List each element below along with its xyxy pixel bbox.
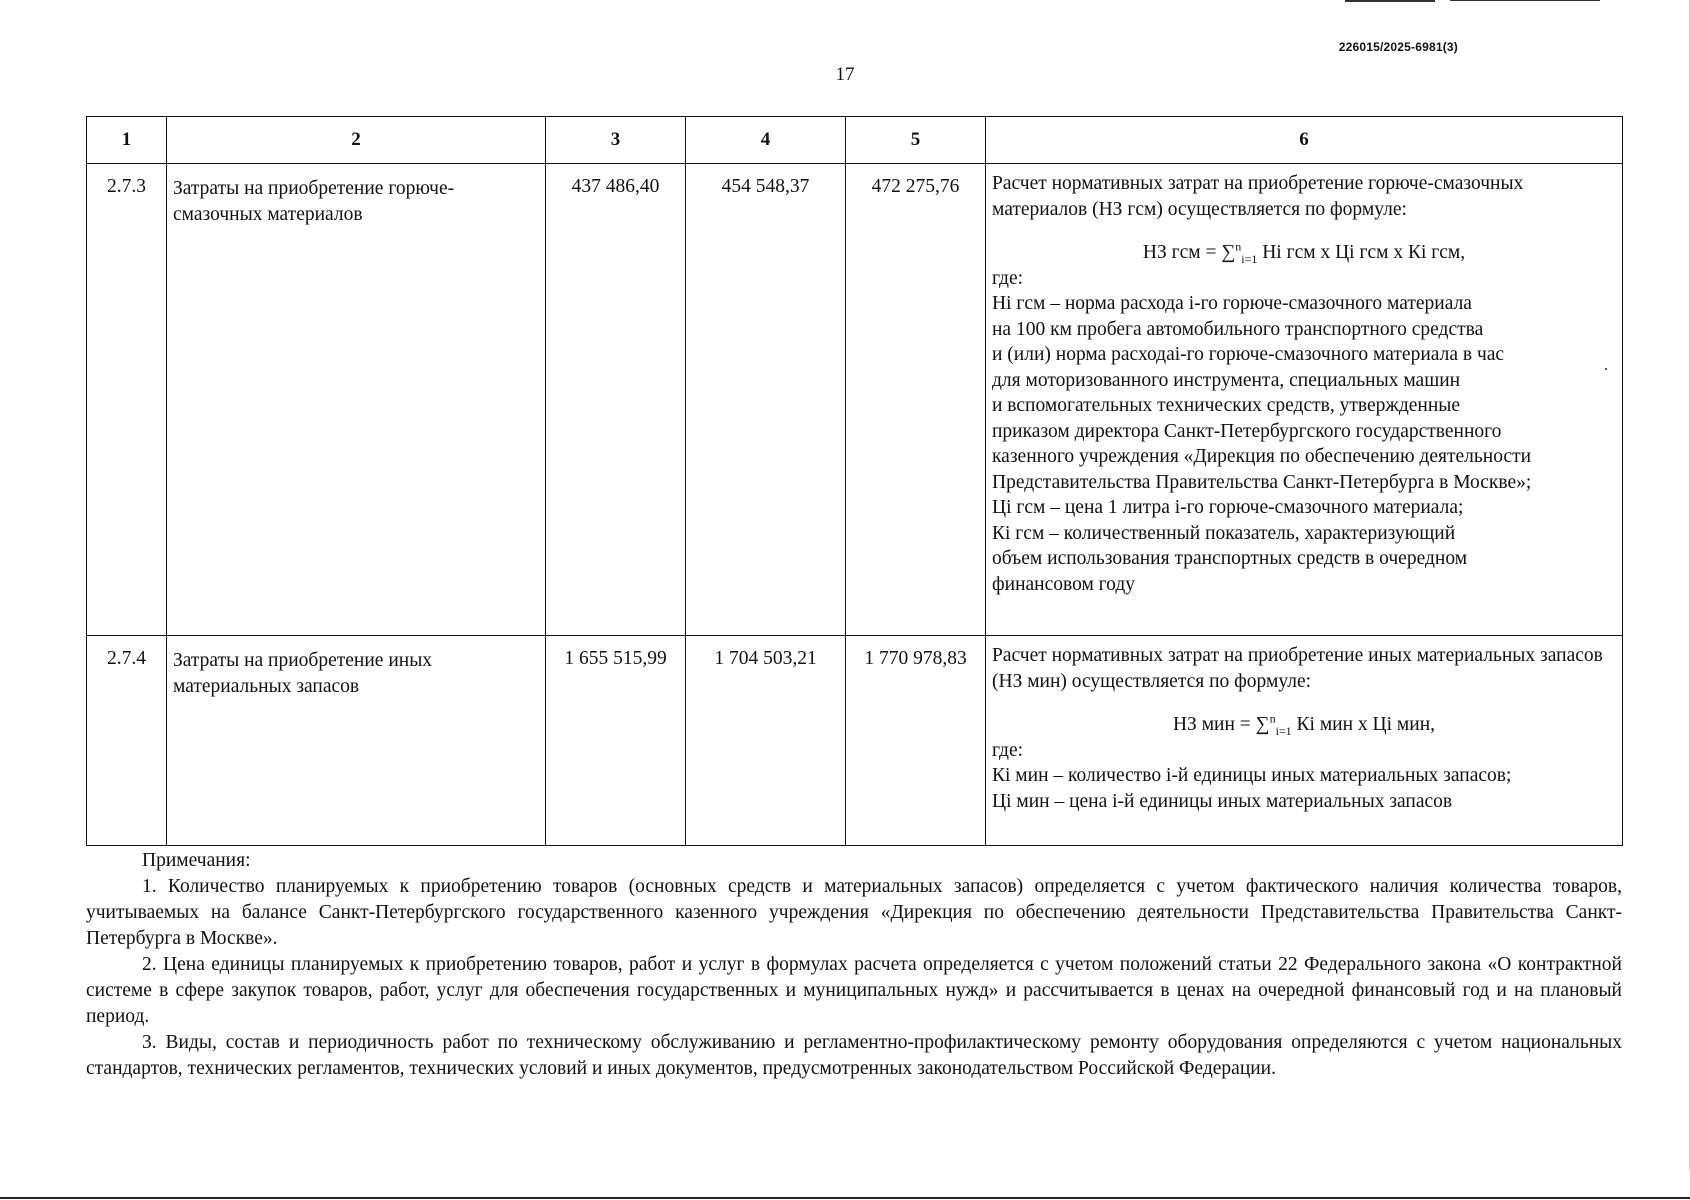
note-item: 2. Цена единицы планируемых к приобретению товаров, работ и услуг в формулах расчета определяется с учетом положений статьи 22 Федерального закона «О контрактной системе в сфере закупок товаров, работ, услуг для обеспечения государственных и муниципальных нужд» и рассчитывается в ценах на очередной финансовый год и на плановый период.	[86, 954, 1622, 1027]
definition-line: приказом директора Санкт-Петербургского государственного	[992, 420, 1502, 442]
column-header: 3	[546, 117, 686, 164]
formula	[992, 240, 1616, 266]
scan-artifact	[1605, 368, 1607, 370]
column-header: 5	[846, 117, 986, 164]
column-header: 4	[686, 117, 846, 164]
description-intro: Расчет нормативных затрат на приобретение горюче-смазочных материалов (НЗ гсм) осуществляется по формуле:	[992, 173, 1524, 220]
formula	[992, 712, 1616, 738]
definition-line: Цi гсм – цена 1 литра i-го горюче-смазочного материала;	[992, 497, 1464, 518]
scan-artifact	[1450, 0, 1600, 1]
column-header: 2	[167, 117, 546, 164]
formula-right: Нi гсм х Цi гсм х Кi гсм,	[1257, 242, 1466, 263]
note-item: 1. Количество планируемых к приобретению товаров (основных средств и материальных запасов) определяется с учетом фактического наличия количества товаров, учитываемых на балансе Санкт-Петербургского государственного казенного учреждения «Дирекция по обеспечению деятельности Представительства Правительства Санкт-Петербурга в Москве».	[86, 876, 1622, 949]
definition-line: Нi гсм – норма расхода i-го горюче-смазочного материала	[992, 293, 1472, 314]
amount-year-1: 1 655 515,99	[546, 636, 686, 846]
definition-line: Цi мин – цена i-й единицы иных материальных запасов	[992, 790, 1453, 812]
page-bottom-edge	[0, 1197, 1690, 1199]
definition-line: для моторизованного инструмента, специальных машин	[992, 369, 1461, 391]
amount-year-3: 472 275,76	[846, 164, 986, 636]
formula-upper-limit: n	[1235, 239, 1242, 254]
page-number: 17	[835, 64, 855, 85]
definition-line: объем использования транспортных средств в очередном	[992, 548, 1468, 569]
table-row	[87, 636, 1623, 846]
cost-table	[86, 116, 1623, 846]
table-row	[87, 164, 1623, 636]
scan-artifact	[1345, 0, 1435, 2]
definition-line: и (или) норма расходаi-го горюче-смазочного материала в час	[992, 344, 1505, 365]
row-name: Затраты на приобретение горюче-смазочных материалов	[167, 164, 546, 636]
column-header: 6	[986, 117, 1623, 164]
document-number: 226015/2025-6981(3)	[1338, 40, 1458, 54]
formula-left: НЗ гсм = ∑	[1142, 242, 1236, 263]
formula-lower-limit: i=1	[1275, 723, 1292, 738]
column-header: 1	[87, 117, 167, 164]
row-code: 2.7.3	[87, 164, 167, 636]
notes-heading: Примечания:	[142, 850, 251, 871]
definition-line: казенного учреждения «Дирекция по обеспечению деятельности	[992, 446, 1532, 467]
notes-section	[86, 848, 1622, 1082]
row-name: Затраты на приобретение иных материальных запасов	[167, 636, 546, 846]
where-label: где:	[992, 739, 1024, 761]
amount-year-2: 454 548,37	[686, 164, 846, 636]
formula-right: Кi мин х Цi мин,	[1291, 714, 1436, 735]
amount-year-2: 1 704 503,21	[686, 636, 846, 846]
description-intro: Расчет нормативных затрат на приобретение иных материальных запасов (НЗ мин) осуществляется по формуле:	[992, 645, 1603, 692]
definition-line: на 100 км пробега автомобильного транспортного средства	[992, 318, 1484, 340]
formula-upper-limit: n	[1269, 711, 1276, 726]
where-label: где:	[992, 267, 1024, 289]
formula-left: НЗ мин = ∑	[1172, 714, 1270, 735]
definition-line: Кi мин – количество i-й единицы иных материальных запасов;	[992, 765, 1512, 786]
row-description	[986, 164, 1623, 636]
definition-line: финансовом году	[992, 573, 1136, 595]
amount-year-1: 437 486,40	[546, 164, 686, 636]
amount-year-3: 1 770 978,83	[846, 636, 986, 846]
definition-line: Представительства Правительства Санкт-Петербурга в Москве»;	[992, 471, 1532, 493]
row-code: 2.7.4	[87, 636, 167, 846]
table-header-row	[87, 117, 1623, 164]
row-description	[986, 636, 1623, 846]
definition-line: и вспомогательных технических средств, утвержденные	[992, 395, 1461, 416]
definition-line: Кi гсм – количественный показатель, характеризующий	[992, 522, 1456, 544]
note-item: 3. Виды, состав и периодичность работ по техническому обслуживанию и регламентно-профилактическому ремонту оборудования определяются с учетом национальных стандартов, технических регламентов, технических условий и иных документов, предусмотренных законодательством Российской Федерации.	[86, 1032, 1622, 1079]
formula-lower-limit: i=1	[1241, 251, 1258, 266]
